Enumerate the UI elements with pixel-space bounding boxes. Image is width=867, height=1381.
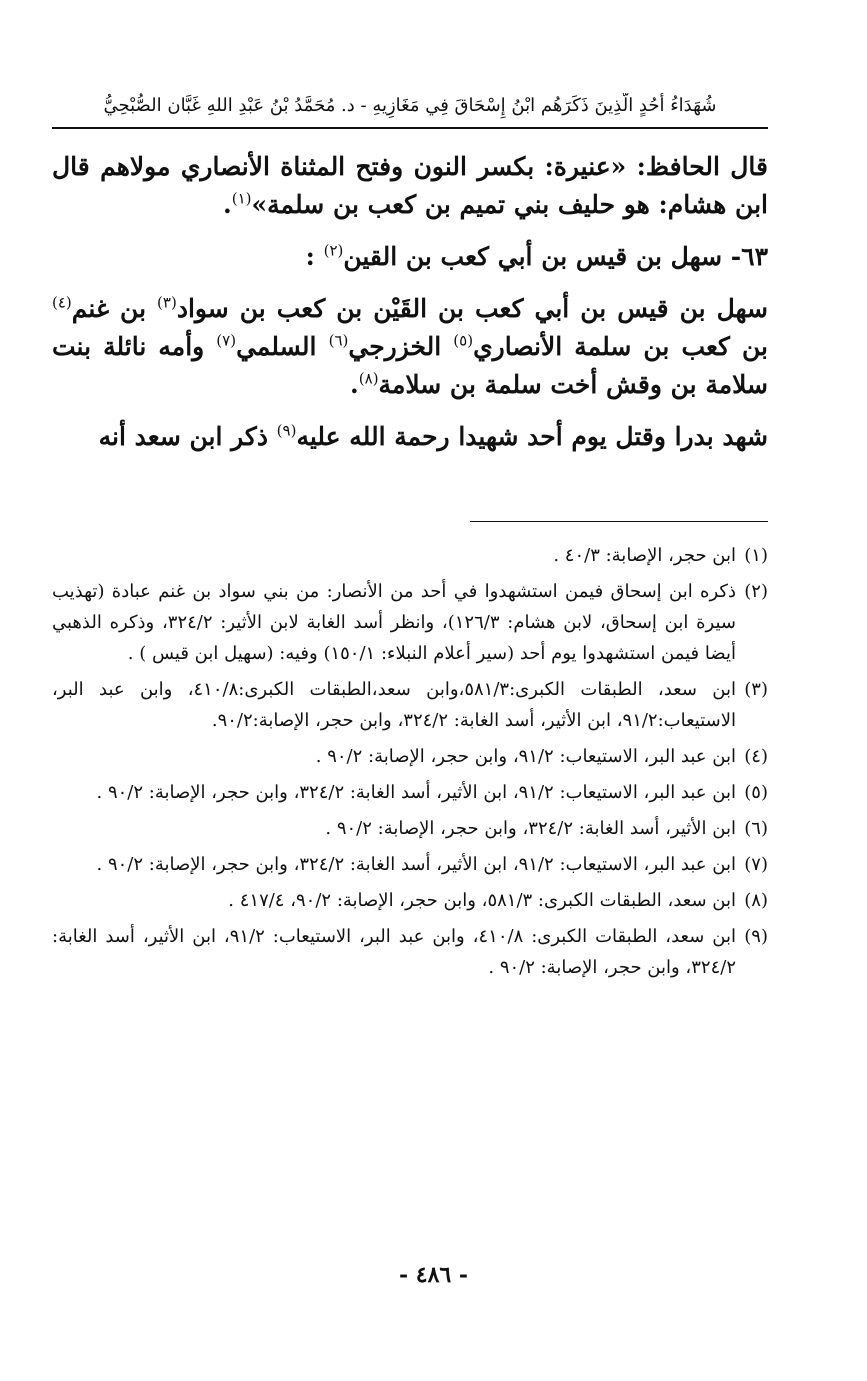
footnote-ref-1[interactable]: (١)	[231, 189, 252, 208]
footnote-8	[52, 885, 768, 916]
footnote-3	[52, 674, 768, 736]
footnote-7	[52, 849, 768, 880]
paragraph-2-end: .	[350, 370, 359, 399]
footnote-ref-9[interactable]: (٩)	[276, 421, 297, 440]
footnote-1	[52, 540, 768, 571]
paragraph-1-end: .	[223, 190, 232, 219]
footnote-separator	[470, 521, 768, 522]
section-heading-end: :	[305, 242, 324, 271]
paragraph-1-quote: «عنيرة: بكسر النون وفتح المثناة الأنصاري مولاهم قال ابن هشام: هو حليف بني تميم بن كعب بن سلمة»	[52, 152, 768, 219]
footnote-text: ابن الأثير، أسد الغابة: ٣٢٤/٢، وابن حجر، الإصابة: ٩٠/٢ .	[325, 818, 736, 839]
footnote-ref-3[interactable]: (٣)	[157, 293, 177, 312]
paragraph-2-seg-5: السلمي	[236, 332, 329, 361]
footnote-text: ابن حجر، الإصابة: ٤٠/٣ .	[553, 545, 736, 566]
paragraph-1	[52, 148, 768, 224]
footnote-6	[52, 813, 768, 844]
footnote-number: (١)	[744, 545, 768, 566]
paragraph-2-seg-6: وأمه نائلة بنت سلامة بن وقش أخت سلمة بن سلامة	[52, 332, 768, 399]
footnote-number: (٩)	[744, 926, 768, 947]
footnote-number: (٣)	[744, 679, 768, 700]
footnote-9	[52, 921, 768, 983]
footnote-number: (٢)	[744, 581, 768, 602]
main-text	[52, 148, 768, 470]
paragraph-2-seg-3: بن كعب بن سلمة الأنصاري	[473, 332, 769, 361]
header-rule	[52, 127, 768, 129]
footnote-ref-2[interactable]: (٢)	[323, 241, 344, 260]
footnote-ref-4[interactable]: (٤)	[52, 293, 72, 312]
footnote-number: (٧)	[744, 854, 768, 875]
paragraph-3	[52, 418, 768, 456]
running-header: شُهَدَاءُ أُحُدٍ الَّذِينَ ذَكَرَهُم ابْنُ إِسْحَاقَ فِي مَغَازِيهِ - د. مُحَمَّدُ بْنُ عَبْدِ اللهِ غَبَّان الصُّبْحِيُّ	[103, 95, 717, 116]
footnotes-list	[52, 540, 768, 988]
footnote-text: ابن عبد البر، الاستيعاب: ٩١/٢، وابن حجر، الإصابة: ٩٠/٢ .	[315, 746, 736, 767]
footnote-ref-7[interactable]: (٧)	[216, 331, 237, 350]
footnote-text: ابن سعد، الطبقات الكبرى:٥٨١/٣،وابن سعد،الطبقات الكبرى:٤١٠/٨، وابن عبد البر، الاستيعاب:٩١/٢، ابن الأثير، أسد الغابة: ٣٢٤/٢، وابن حجر، الإصابة:٩٠/٢.	[52, 679, 737, 731]
footnote-text: ذكره ابن إسحاق فيمن استشهدوا في أحد من الأنصار: من بني سواد بن غنم عبادة (تهذيب سيرة ابن إسحاق، لابن هشام: ١٢٦/٣)، وانظر أسد الغابة لابن الأثير: ٣٢٤/٢، وذكره الذهبي أيضا فيمن استشهدوا يوم أحد (سير أعلام النبلاء: ١٥٠/١) وفيه: (سهيل ابن قيس ) .	[52, 581, 736, 664]
footnote-ref-5[interactable]: (٥)	[453, 331, 474, 350]
footnote-number: (٨)	[744, 890, 768, 911]
footnote-text: ابن عبد البر، الاستيعاب: ٩١/٢، ابن الأثير، أسد الغابة: ٣٢٤/٢، وابن حجر، الإصابة: ٩٠/٢ .	[96, 854, 736, 875]
section-heading-63	[52, 238, 768, 276]
footnote-ref-8[interactable]: (٨)	[358, 369, 379, 388]
footnote-number: (٥)	[744, 782, 768, 803]
footnote-number: (٤)	[744, 746, 768, 767]
footnote-5	[52, 777, 768, 808]
paragraph-3-seg-1: شهد بدرا وقتل يوم أحد شهيدا رحمة الله عليه	[296, 422, 768, 451]
footnote-text: ابن سعد، الطبقات الكبرى: ٤١٠/٨، وابن عبد البر، الاستيعاب: ٩١/٢، ابن الأثير، أسد الغابة: ٣٢٤/٢، وابن حجر، الإصابة: ٩٠/٢ .	[52, 926, 736, 978]
paragraph-1-lead: قال الحافظ:	[626, 152, 768, 181]
paragraph-2-seg-4: الخزرجي	[348, 332, 454, 361]
footnote-2	[52, 576, 768, 669]
footnote-ref-6[interactable]: (٦)	[328, 331, 349, 350]
paragraph-3-seg-2: ذكر ابن سعد أنه	[98, 422, 277, 451]
footnote-text: ابن سعد، الطبقات الكبرى: ٥٨١/٣، وابن حجر، الإصابة: ٩٠/٢، ٤١٧/٤ .	[228, 890, 736, 911]
paragraph-2-seg-2: بن غنم	[71, 294, 158, 323]
footnote-4	[52, 741, 768, 772]
paragraph-2	[52, 290, 768, 404]
footnote-text: ابن عبد البر، الاستيعاب: ٩١/٢، ابن الأثير، أسد الغابة: ٣٢٤/٢، وابن حجر، الإصابة: ٩٠/٢ .	[96, 782, 736, 803]
section-heading-text: ٦٣- سهل بن قيس بن أبي كعب بن القين	[343, 242, 768, 271]
page-number: - ٤٨٦ -	[398, 1262, 469, 1288]
paragraph-2-seg-1: سهل بن قيس بن أبي كعب بن القَيْن بن كعب بن سواد	[176, 294, 768, 323]
footnote-number: (٦)	[744, 818, 768, 839]
